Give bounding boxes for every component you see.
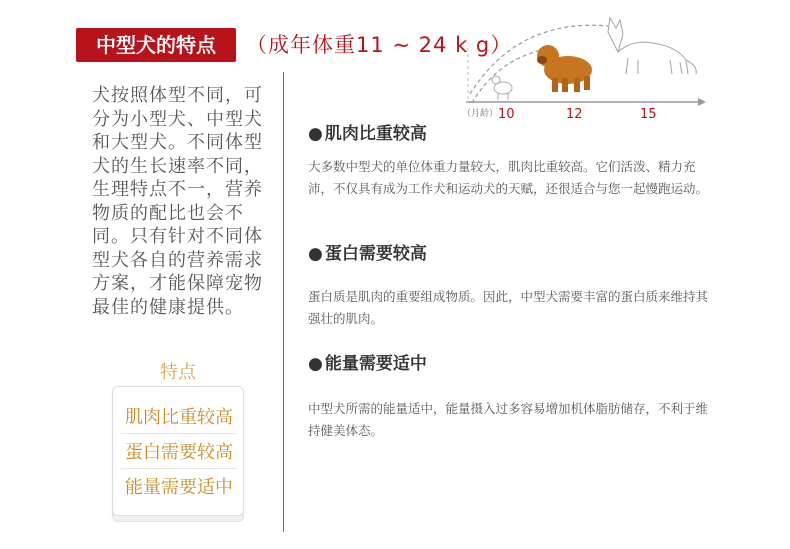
bullet-icon: ● bbox=[308, 124, 323, 144]
tick-12: 12 bbox=[566, 107, 583, 122]
section-heading-protein bbox=[308, 242, 427, 266]
section-body-energy: 中型犬所需的能量适中，能量摄入过多容易增加机体脂肪储存，不利于维持健美体态。 bbox=[308, 401, 709, 438]
bullet-icon: ● bbox=[308, 244, 323, 264]
age-axis-label: （月龄） bbox=[462, 109, 499, 119]
large-dog-icon bbox=[608, 18, 696, 74]
features-title: 特点 bbox=[160, 362, 196, 383]
page-title: 中型犬的特点 bbox=[76, 28, 236, 62]
weight-range-subtitle: （成年体重11 ~ 24 k g） bbox=[246, 33, 513, 57]
feature-item-energy: 能量需要适中 bbox=[125, 477, 233, 498]
bullet-icon: ● bbox=[308, 354, 323, 374]
tick-10: 10 bbox=[498, 107, 515, 122]
feature-item-protein: 蛋白需要较高 bbox=[121, 438, 237, 469]
vertical-divider bbox=[283, 72, 284, 532]
features-card bbox=[112, 386, 244, 516]
growth-chart bbox=[458, 8, 718, 126]
section-heading-text: 肌肉比重较高 bbox=[324, 124, 427, 144]
section-body-muscle: 大多数中型犬的单位体重力量较大，肌肉比重较高。它们活泼、精力充沛，不仅具有成为工作犬和运动犬的天赋，还很适合与您一起慢跑运动。 bbox=[308, 159, 709, 196]
section-heading-text: 能量需要适中 bbox=[324, 354, 427, 374]
medium-dog-icon bbox=[537, 45, 592, 92]
section-heading-muscle bbox=[308, 122, 427, 146]
section-heading-text: 蛋白需要较高 bbox=[324, 244, 427, 264]
tick-15: 15 bbox=[640, 107, 657, 122]
puppy-icon bbox=[492, 76, 512, 100]
section-body-protein: 蛋白质是肌肉的重要组成物质。因此，中型犬需要丰富的蛋白质来维持其强壮的肌肉。 bbox=[308, 289, 709, 326]
feature-item-muscle: 肌肉比重较高 bbox=[121, 403, 237, 434]
intro-paragraph: 犬按照体型不同，可分为小型犬、中型犬和大型犬。不同体型犬的生长速率不同，生理特点不一，营养物质的配比也会不同。只有针对不同体型犬各自的营养需求方案，才能保障宠物最佳的健康提供。 bbox=[92, 85, 263, 318]
section-heading-energy bbox=[308, 352, 427, 376]
